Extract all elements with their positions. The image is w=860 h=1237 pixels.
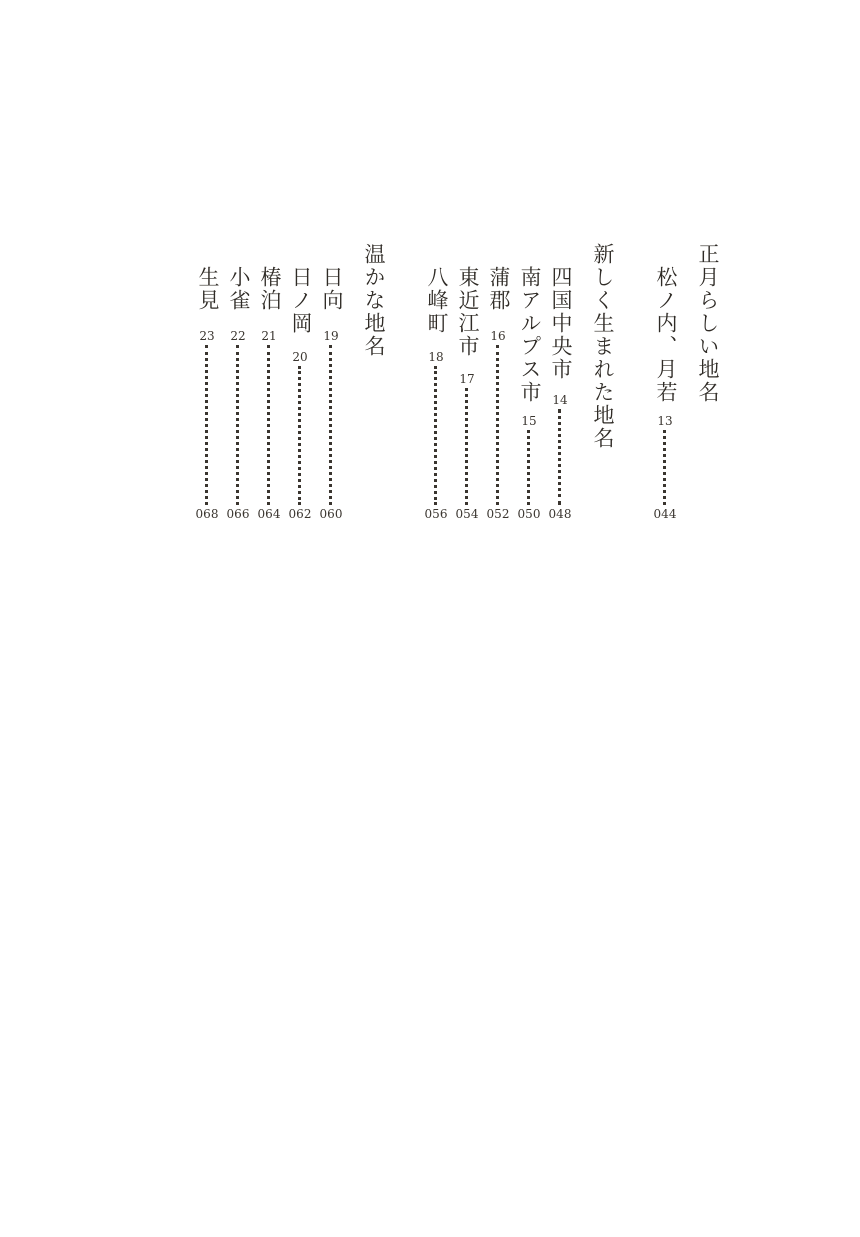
leader-dots [236, 345, 242, 505]
leader-dots [465, 388, 471, 505]
toc-entry-title[interactable]: 椿泊 [258, 266, 282, 312]
leader-dots [298, 366, 304, 505]
toc-entry-number: 22 [230, 329, 246, 343]
section-heading: 正月らしい地名 [696, 243, 720, 404]
toc-entry-page: 062 [288, 507, 312, 521]
toc-entry-page: 060 [319, 507, 343, 521]
toc-entry-page: 064 [257, 507, 281, 521]
toc-entry-number: 23 [199, 329, 215, 343]
toc-entry-title[interactable]: 松ノ内、月若 [654, 266, 678, 404]
toc-entry-page: 056 [424, 507, 448, 521]
toc-entry-title[interactable]: 小雀 [227, 266, 251, 312]
toc-entry-page: 068 [195, 507, 219, 521]
toc-entry-number: 15 [521, 414, 537, 428]
leader-dots [496, 345, 502, 505]
leader-dots [205, 345, 211, 505]
toc-entry-title[interactable]: 生見 [196, 266, 220, 312]
toc-entry-page: 054 [455, 507, 479, 521]
leader-dots [434, 366, 440, 505]
leader-dots [527, 430, 533, 505]
toc-entry-page: 044 [653, 507, 677, 521]
toc-entry-title[interactable]: 蒲郡 [487, 266, 511, 312]
toc-entry-page: 052 [486, 507, 510, 521]
leader-dots [329, 345, 335, 505]
toc-entry-number: 14 [552, 393, 568, 407]
toc-entry-number: 16 [490, 329, 506, 343]
toc-entry-number: 21 [261, 329, 277, 343]
toc-entry-number: 19 [323, 329, 339, 343]
leader-dots [267, 345, 273, 505]
toc-entry-title[interactable]: 日向 [320, 266, 344, 312]
leader-dots [558, 409, 564, 505]
toc-entry-title[interactable]: 八峰町 [425, 266, 449, 335]
toc-entry-title[interactable]: 四国中央市 [549, 266, 573, 381]
toc-entry-number: 20 [292, 350, 308, 364]
toc-entry-number: 18 [428, 350, 444, 364]
toc-entry-number: 17 [459, 372, 475, 386]
toc-entry-number: 13 [657, 414, 673, 428]
toc-entry-title[interactable]: 日ノ岡 [289, 266, 313, 335]
toc-entry-page: 066 [226, 507, 250, 521]
leader-dots [663, 430, 669, 505]
toc-entry-page: 048 [548, 507, 572, 521]
section-heading: 新しく生まれた地名 [591, 243, 615, 450]
toc-entry-title[interactable]: 南アルプス市 [518, 266, 542, 404]
section-heading: 温かな地名 [362, 243, 386, 358]
toc-entry-title[interactable]: 東近江市 [456, 266, 480, 358]
toc-entry-page: 050 [517, 507, 541, 521]
